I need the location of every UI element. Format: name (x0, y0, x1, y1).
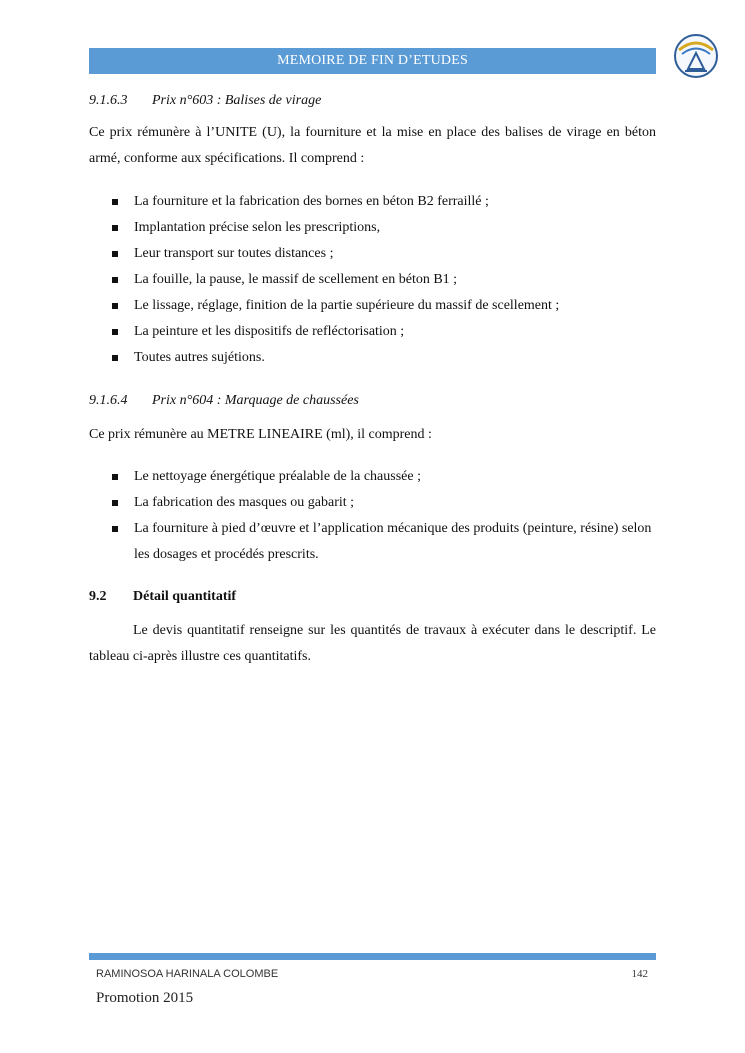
footer-promotion: Promotion 2015 (96, 990, 194, 1006)
heading-9163-title: Prix n°603 : Balises de virage (152, 93, 322, 108)
list-item-text: La peinture et les dispositifs de refléctorisation ; (134, 324, 405, 339)
list-9163 (89, 189, 656, 371)
header-title-bar: MEMOIRE DE FIN D’ETUDES (89, 48, 656, 74)
list-item-text: La fouille, la pause, le massif de scellement en béton B1 ; (134, 272, 458, 287)
footer-bar (89, 953, 656, 960)
list-item-text: Leur transport sur toutes distances ; (134, 246, 334, 261)
heading-9164-number: 9.1.6.4 (89, 393, 128, 408)
bullet-icon (112, 199, 118, 205)
heading-9164-title: Prix n°604 : Marquage de chaussées (152, 393, 359, 408)
heading-92-number: 9.2 (89, 589, 107, 604)
list-item (89, 464, 656, 490)
list-item (89, 319, 656, 345)
list-item (89, 293, 656, 319)
list-9164 (89, 464, 656, 568)
list-item-text: La fabrication des masques ou gabarit ; (134, 495, 355, 510)
bullet-icon (112, 329, 118, 335)
list-item (89, 267, 656, 293)
bullet-icon (112, 277, 118, 283)
list-item (89, 215, 656, 241)
bullet-icon (112, 303, 118, 309)
list-item-text: Toutes autres sujétions. (134, 350, 265, 365)
paragraph-92: Le devis quantitatif renseigne sur les quantités de travaux à exécuter dans le descriptif. Le tableau ci-après illustre ces quantitatifs. (89, 623, 656, 664)
page-body (89, 88, 656, 670)
list-item (89, 516, 656, 568)
bullet-icon (112, 251, 118, 257)
heading-9163 (89, 88, 656, 114)
bullet-icon (112, 474, 118, 480)
list-item-text: Le lissage, réglage, finition de la partie supérieure du massif de scellement ; (134, 298, 560, 313)
list-item (89, 241, 656, 267)
bullet-icon (112, 526, 118, 532)
footer-author: RAMINOSOA HARINALA COLOMBE (96, 968, 279, 980)
paragraph-9164-intro: Ce prix rémunère au METRE LINEAIRE (ml), il comprend : (89, 427, 432, 442)
heading-92-title: Détail quantitatif (133, 589, 237, 604)
list-item (89, 345, 656, 371)
list-item-text: La fourniture à pied d’œuvre et l’application mécanique des produits (peinture, résine) selon les dosages et procédés prescrits. (134, 521, 652, 562)
school-logo-icon (673, 33, 719, 79)
bullet-icon (112, 355, 118, 361)
bullet-icon (112, 225, 118, 231)
list-item (89, 490, 656, 516)
heading-9163-number: 9.1.6.3 (89, 93, 128, 108)
list-item-text: Implantation précise selon les prescriptions, (134, 220, 381, 235)
list-item (89, 189, 656, 215)
page-number: 142 (631, 968, 648, 980)
bullet-icon (112, 500, 118, 506)
list-item-text: La fourniture et la fabrication des bornes en béton B2 ferraillé ; (134, 194, 489, 209)
list-item-text: Le nettoyage énergétique préalable de la chaussée ; (134, 469, 421, 484)
heading-9164 (89, 388, 656, 414)
heading-92 (89, 584, 656, 610)
paragraph-9163-intro: Ce prix rémunère à l’UNITE (U), la fourniture et la mise en place des balises de virage en béton armé, conforme aux spécifications. Il comprend : (89, 125, 656, 166)
